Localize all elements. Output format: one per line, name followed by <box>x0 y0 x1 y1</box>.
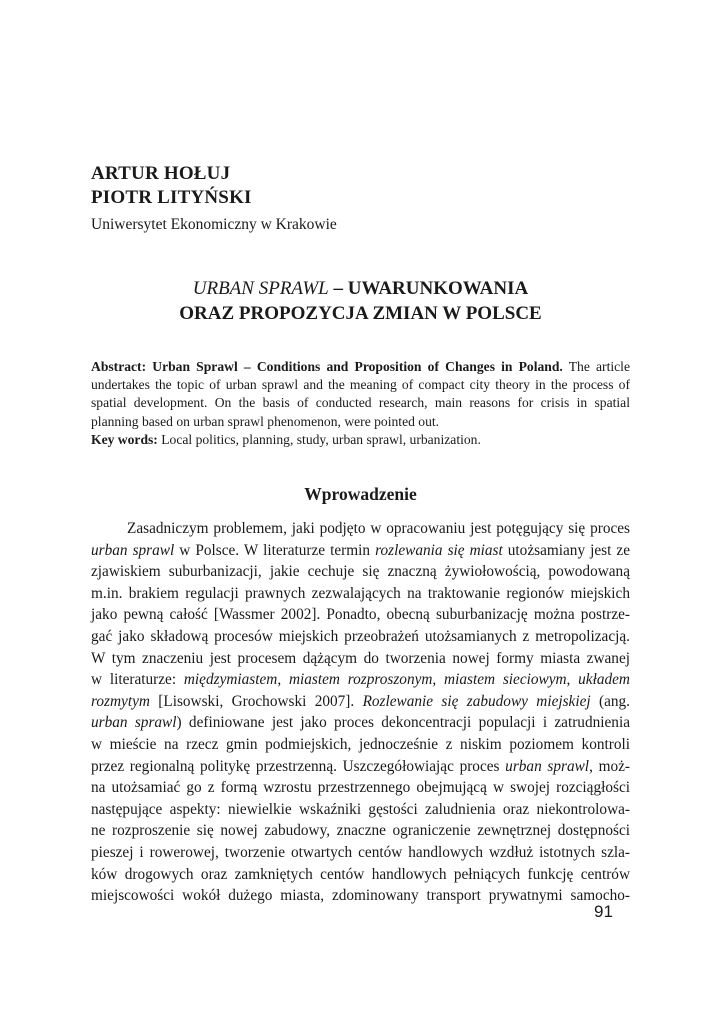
text-run: miejscowości wokół dużego miasta, zdominowany transport prywatnymi samocho- <box>91 887 630 905</box>
text-run: w Polsce. W literaturze termin <box>174 541 376 559</box>
text-run: gać jako składową procesów miejskich przeobrażeń utożsamianych z metropolizacją. <box>91 627 630 645</box>
italic-term: urban sprawl <box>91 541 175 559</box>
body-line <box>91 648 630 670</box>
abstract-label: Abstract: Urban Sprawl – Conditions and Proposition of Changes in Poland. <box>91 359 563 374</box>
body-line <box>91 691 630 713</box>
text-run: m.in. brakiem regulacji prawnych zezwalających na traktowanie regionów miejskich <box>91 584 630 602</box>
body-line <box>91 712 630 734</box>
body-line <box>91 842 630 864</box>
body-line <box>91 583 630 605</box>
text-run: następujące aspekty: niewielkie wskaźniki gęstości zaludnienia oraz niekontrolowa- <box>91 800 630 818</box>
body-line <box>91 626 630 648</box>
keywords-text: Local politics, planning, study, urban sprawl, urbanization. <box>157 431 481 447</box>
body-line <box>91 799 630 821</box>
body-line <box>91 540 630 562</box>
title-italic-term: URBAN SPRAWL <box>192 278 329 299</box>
keywords-label: Key words: <box>91 431 158 447</box>
body-line <box>91 604 630 626</box>
text-run: w mieście na rzecz gmin podmiejskich, jednocześnie z niskim poziomem kontroli <box>91 735 630 753</box>
text-run: ków drogowych oraz zamkniętych centów handlowych pełniących funkcję centrów <box>91 865 630 883</box>
body-line <box>91 820 630 842</box>
body-paragraph <box>91 518 630 907</box>
authors-block <box>91 162 337 236</box>
italic-term: urban sprawl <box>91 714 177 732</box>
text-run: , moż- <box>589 757 630 775</box>
italic-term: rozlewania się miast <box>375 541 503 559</box>
page-number: 91 <box>594 902 613 921</box>
abstract-text: The article undertakes the topic of urban sprawl and the meaning of compact city theory in the process of spatial development. On the basis of conducted research, main reasons for crisis in spatial planning based on urban sprawl phenomenon, were pointed out. <box>91 359 630 429</box>
abstract-paragraph <box>91 358 630 431</box>
body-line <box>91 561 630 583</box>
author-name: PIOTR LITYŃSKI <box>91 187 252 208</box>
section-heading: Wprowadzenie <box>304 484 417 504</box>
title-line-1 <box>91 276 630 301</box>
text-run: jako pewną całość [Wassmer 2002]. Ponadto, obecną suburbanizację można postrze- <box>91 606 630 624</box>
body-line <box>91 864 630 886</box>
text-run: w literaturze: <box>91 671 184 689</box>
text-run: W tym znaczeniu jest procesem dążącym do tworzenia nowej formy miasta zwanej <box>91 649 630 667</box>
italic-term: urban sprawl <box>505 757 590 775</box>
paper-title <box>91 276 630 326</box>
text-run: utożsamiany jest ze <box>502 541 630 559</box>
keywords-paragraph <box>91 431 630 449</box>
italic-term: rozmytym <box>91 692 150 710</box>
italic-term: Rozlewanie się zabudowy miejskiej <box>362 692 591 710</box>
body-line <box>91 518 630 540</box>
affiliation: Uniwersytet Ekonomiczny w Krakowie <box>91 216 337 233</box>
body-line <box>91 777 630 799</box>
text-run: na utożsamiać go z formą wzrostu przestrzennego obejmującą w swojej rozciągłości <box>91 779 630 797</box>
italic-term: międzymiastem, miastem rozproszonym, miastem sieciowym, układem <box>183 671 630 689</box>
title-line-2: ORAZ PROPOZYCJA ZMIAN W POLSCE <box>179 303 542 324</box>
text-run: ne rozproszenie się nowej zabudowy, znaczne ograniczenie zewnętrznej dostępności <box>91 822 630 840</box>
text-run: przez regionalną politykę przestrzenną. Uszczegółowiając proces <box>91 757 506 775</box>
text-run: (ang. <box>590 692 630 710</box>
text-run: [Lisowski, Grochowski 2007]. <box>149 692 363 710</box>
abstract <box>91 358 630 449</box>
body-line <box>91 885 630 907</box>
text-run: zjawiskiem suburbanizacji, jakie cechuje się znaczną żywiołowością, powodowaną <box>91 563 630 581</box>
text-run: pieszej i rowerowej, tworzenie otwartych centów handlowych wzdłuż istotnych szla- <box>91 843 630 861</box>
text-run: Zasadniczym problemem, jaki podjęto w opracowaniu jest potęgujący się proces <box>127 520 630 537</box>
author-name: ARTUR HOŁUJ <box>91 163 231 184</box>
body-line <box>91 669 630 691</box>
text-run: ) definiowane jest jako proces dekoncentracji populacji i zatrudnienia <box>176 714 630 732</box>
body-line <box>91 734 630 756</box>
body-line <box>91 756 630 778</box>
title-line-1-rest: – UWARUNKOWANIA <box>328 278 529 299</box>
